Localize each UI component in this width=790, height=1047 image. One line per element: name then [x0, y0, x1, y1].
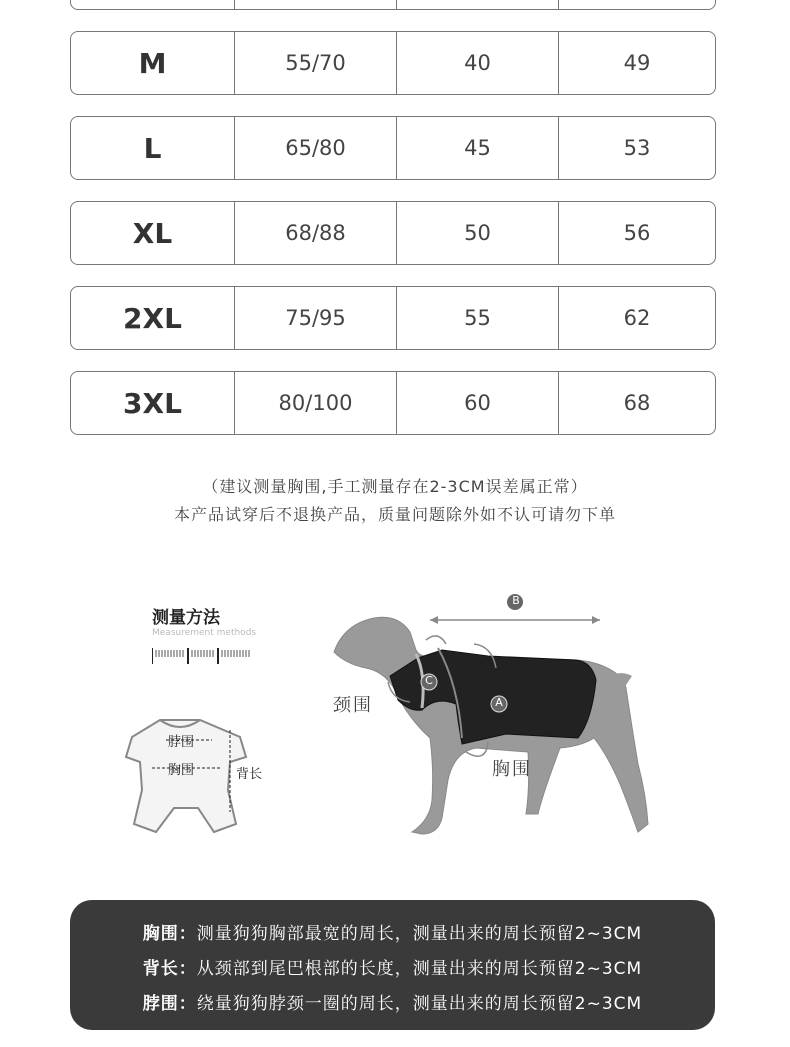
back-cell: 56: [558, 202, 715, 264]
neck-cell: [396, 0, 558, 9]
neck-cell: 45: [396, 117, 558, 179]
info-line-neck: [70, 987, 715, 1022]
marker-c: C: [425, 674, 433, 687]
chest-cell: 65/80: [234, 117, 396, 179]
back-cell: 62: [558, 287, 715, 349]
info-key: 背长：: [142, 959, 197, 979]
dog-chest-label: 胸围: [492, 759, 532, 780]
back-cell: 68: [558, 372, 715, 434]
info-text: 从颈部到尾巴根部的长度，测量出来的周长预留2~3CM: [196, 959, 643, 979]
shirt-neck-label: 脖围: [168, 735, 195, 750]
measurement-info-box: [70, 900, 715, 1030]
neck-cell: 55: [396, 287, 558, 349]
neck-cell: 60: [396, 372, 558, 434]
info-text: 绕量狗狗脖颈一圈的周长，测量出来的周长预留2~3CM: [196, 994, 643, 1014]
table-row-partial: [70, 0, 716, 10]
chest-cell: 80/100: [234, 372, 396, 434]
chest-cell: [234, 0, 396, 9]
neck-cell: 40: [396, 32, 558, 94]
method-subtitle: Measurement methods: [152, 628, 257, 638]
method-title: 测量方法: [152, 608, 220, 628]
measurement-note: （建议测量胸围,手工测量存在2-3CM误差属正常）: [202, 477, 588, 496]
dog-diagram: [326, 588, 666, 844]
back-cell: 53: [558, 117, 715, 179]
dog-neck-label: 颈围: [333, 695, 373, 716]
marker-a: A: [495, 696, 503, 709]
info-key: 脖围：: [142, 994, 197, 1014]
back-cell: 49: [558, 32, 715, 94]
table-row: [70, 116, 716, 180]
chest-cell: 68/88: [234, 202, 396, 264]
marker-b: B: [512, 594, 520, 607]
return-policy-note: 本产品试穿后不退换产品，质量问题除外如不认可请勿下单: [173, 505, 616, 524]
table-row: [70, 286, 716, 350]
chest-cell: 75/95: [234, 287, 396, 349]
neck-cell: 50: [396, 202, 558, 264]
table-row: [70, 31, 716, 95]
back-cell: [558, 0, 715, 9]
info-text: 测量狗狗胸部最宽的周长，测量出来的周长预留2~3CM: [196, 924, 643, 944]
size-cell: 3XL: [123, 386, 182, 420]
info-key: 胸围：: [142, 924, 197, 944]
info-line-chest: [70, 917, 715, 952]
size-cell: [71, 0, 234, 9]
chest-cell: 55/70: [234, 32, 396, 94]
size-cell: XL: [132, 216, 173, 250]
ruler-icon: [152, 646, 254, 666]
shirt-chest-label: 胸围: [168, 763, 195, 778]
table-row: [70, 371, 716, 435]
shirt-back-label: 背长: [236, 767, 263, 782]
size-cell: 2XL: [123, 301, 182, 335]
size-cell: L: [143, 131, 162, 165]
size-cell: M: [138, 46, 167, 80]
info-line-back: [70, 952, 715, 987]
table-row: [70, 201, 716, 265]
